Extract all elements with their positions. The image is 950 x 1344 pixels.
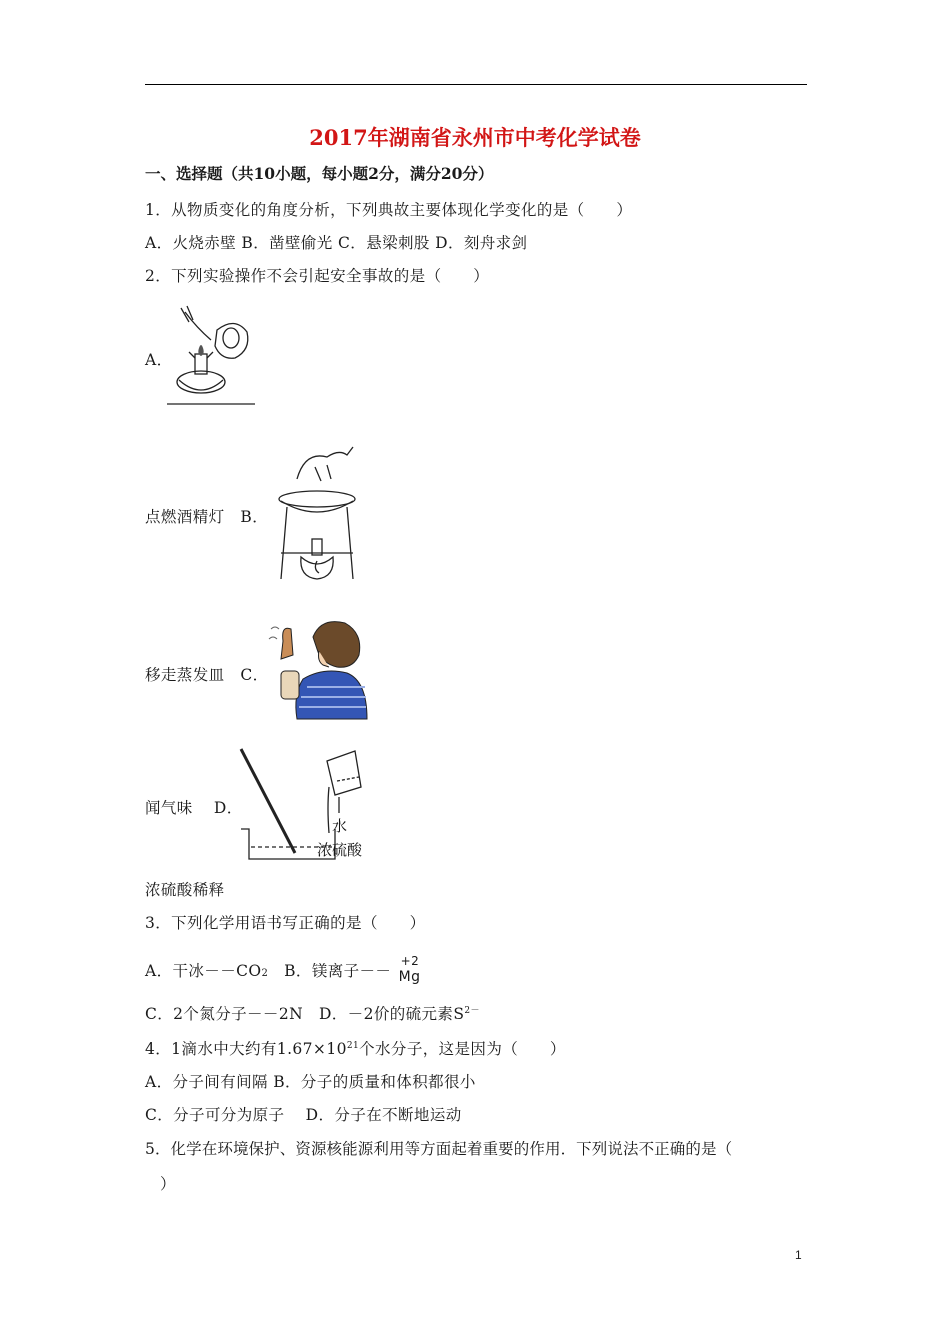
- question-3-stem: 3．下列化学用语书写正确的是（ ）: [145, 914, 426, 932]
- question-3-line-ab: [145, 954, 421, 987]
- figure-smelling-gas: [267, 615, 371, 721]
- figure-label-acid: 浓硫酸: [317, 841, 363, 859]
- page-title: 2017年湖南省永州市中考化学试卷: [309, 125, 641, 150]
- question-1-options: A．火烧赤壁 B．凿壁偷光 C．悬梁刺股 D．刻舟求剑: [145, 234, 528, 252]
- question-4-stem-post: 个水分子，这是因为（ ）: [359, 1040, 566, 1058]
- figure-lighting-alcohol-lamp: [165, 302, 257, 408]
- exponent: 21: [346, 1040, 360, 1051]
- option-d-caption: 浓硫酸稀释: [145, 881, 225, 899]
- mg-symbol: Mg: [398, 969, 421, 985]
- option-b-row: 点燃酒精灯 B．: [145, 508, 269, 526]
- question-4-stem: [145, 1037, 566, 1059]
- option-a-label: A．: [145, 351, 173, 369]
- option-b-text: B．镁离子－－: [268, 962, 392, 980]
- option-c-row: 移走蒸发皿 C．: [145, 666, 269, 684]
- option-c-d-text: C．2个氮分子－－2N D．－2价的硫元素S: [145, 1005, 465, 1023]
- question-5-stem-cont: ）: [160, 1175, 176, 1193]
- mg-charge: +2: [400, 954, 420, 968]
- mg-valence-notation: [397, 954, 421, 987]
- question-4-options-cd: C．分子可分为原子 D．分子在不断地运动: [145, 1106, 462, 1124]
- question-1-stem: 1．从物质变化的角度分析，下列典故主要体现化学变化的是（ ）: [145, 201, 633, 219]
- question-5-stem: 5．化学在环境保护、资源核能源利用等方面起着重要的作用．下列说法不正确的是（: [145, 1140, 733, 1158]
- option-a-text: A．干冰－－CO: [145, 962, 262, 980]
- co2-subscript: 2: [261, 968, 269, 979]
- figure-diluting-sulfuric-acid: [235, 747, 375, 863]
- question-4-stem-pre: 4．1滴水中大约有1.67×10: [145, 1040, 347, 1058]
- figure-label-water: 水: [332, 817, 348, 835]
- page-number: 1: [795, 1248, 802, 1262]
- sulfur-charge: 2－: [464, 1005, 480, 1016]
- figure-moving-evaporating-dish: [275, 443, 359, 585]
- question-4-options-ab: A．分子间有间隔 B．分子的质量和体积都很小: [145, 1073, 476, 1091]
- header-rule: [145, 84, 807, 85]
- option-d-row: 闻气味 D．: [145, 799, 243, 817]
- section-heading: 一、选择题（共10小题，每小题2分，满分20分）: [145, 164, 494, 183]
- question-3-line-cd: [145, 1002, 480, 1024]
- question-2-stem: 2．下列实验操作不会引起安全事故的是（ ）: [145, 267, 490, 285]
